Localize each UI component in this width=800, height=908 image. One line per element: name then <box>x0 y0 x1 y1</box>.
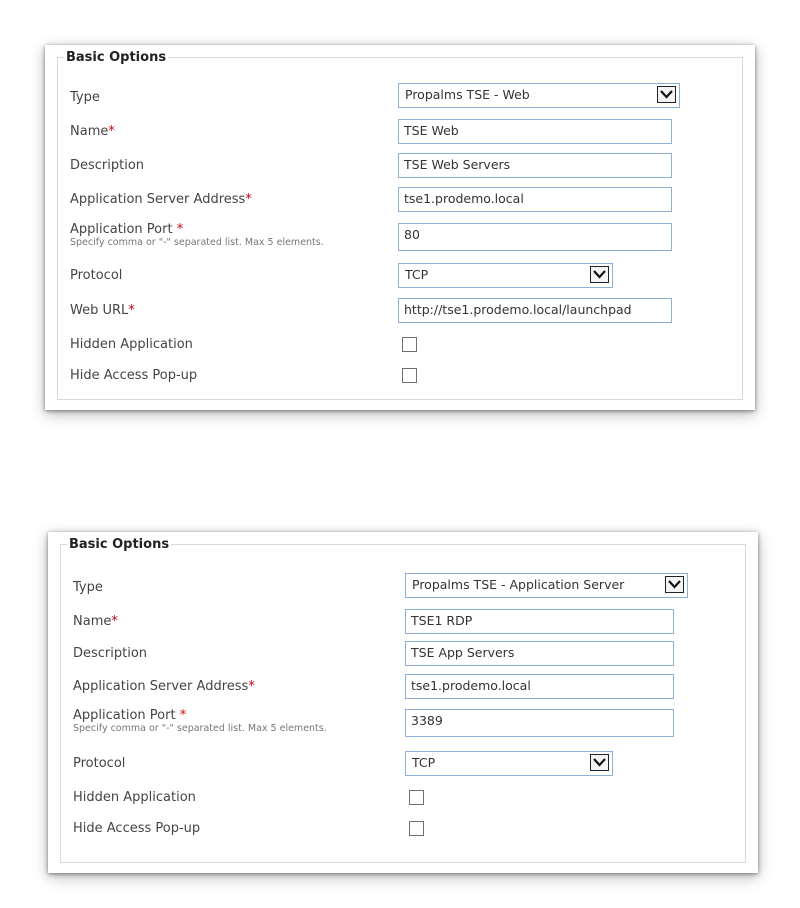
required-marker: * <box>128 303 135 318</box>
address-input[interactable]: tse1.prodemo.local <box>405 674 674 699</box>
required-marker: * <box>108 124 115 139</box>
protocol-label: Protocol <box>73 756 126 771</box>
port-input[interactable]: 80 <box>398 223 672 251</box>
address-label: Application Server Address* <box>73 679 255 694</box>
hidden-application-label: Hidden Application <box>70 337 193 352</box>
port-input[interactable]: 3389 <box>405 709 674 737</box>
protocol-select[interactable] <box>398 263 613 288</box>
name-input[interactable]: TSE1 RDP <box>405 609 674 634</box>
port-label: Application Port * <box>70 222 184 237</box>
type-label: Type <box>73 580 103 595</box>
hide-popup-label: Hide Access Pop-up <box>73 821 201 836</box>
required-marker: * <box>179 708 187 723</box>
type-label: Type <box>70 90 100 105</box>
hide-popup-checkbox[interactable] <box>409 821 424 836</box>
hide-popup-label: Hide Access Pop-up <box>70 368 198 383</box>
name-label: Name* <box>70 124 115 139</box>
hide-popup-checkbox[interactable] <box>402 368 417 383</box>
protocol-select[interactable] <box>405 751 613 776</box>
weburl-input[interactable]: http://tse1.prodemo.local/launchpad <box>398 298 672 323</box>
basic-options-fieldset <box>57 50 743 400</box>
required-marker: * <box>248 679 255 694</box>
weburl-label: Web URL* <box>70 303 135 318</box>
protocol-select-value: TCP <box>405 267 429 282</box>
type-select-value: Propalms TSE - Application Server <box>412 577 625 592</box>
protocol-label: Protocol <box>70 268 123 283</box>
required-marker: * <box>111 614 118 629</box>
basic-options-panel-web <box>45 45 755 410</box>
port-hint: Specify comma or "-" separated list. Max 5 elements. <box>70 237 324 248</box>
description-label: Description <box>70 158 145 173</box>
type-select-value: Propalms TSE - Web <box>405 87 530 102</box>
port-label: Application Port * <box>73 708 187 723</box>
chevron-down-icon[interactable] <box>590 754 609 771</box>
chevron-down-icon[interactable] <box>657 86 676 103</box>
port-hint: Specify comma or "-" separated list. Max 5 elements. <box>73 723 327 734</box>
required-marker: * <box>176 222 184 237</box>
hidden-application-label: Hidden Application <box>73 790 196 805</box>
required-marker: * <box>245 192 252 207</box>
description-label: Description <box>73 646 148 661</box>
description-input[interactable]: TSE App Servers <box>405 641 674 666</box>
basic-options-panel-app-server <box>48 532 758 873</box>
hidden-application-checkbox[interactable] <box>409 790 424 805</box>
description-input[interactable]: TSE Web Servers <box>398 153 672 178</box>
address-input[interactable]: tse1.prodemo.local <box>398 187 672 212</box>
name-input[interactable]: TSE Web <box>398 119 672 144</box>
address-label: Application Server Address* <box>70 192 252 207</box>
fieldset-legend: Basic Options <box>66 50 167 65</box>
chevron-down-icon[interactable] <box>665 576 684 593</box>
hidden-application-checkbox[interactable] <box>402 337 417 352</box>
basic-options-fieldset <box>60 537 746 863</box>
protocol-select-value: TCP <box>412 755 436 770</box>
type-select[interactable] <box>398 83 680 108</box>
type-select[interactable] <box>405 573 688 598</box>
chevron-down-icon[interactable] <box>590 266 609 283</box>
name-label: Name* <box>73 614 118 629</box>
fieldset-legend: Basic Options <box>69 537 170 552</box>
